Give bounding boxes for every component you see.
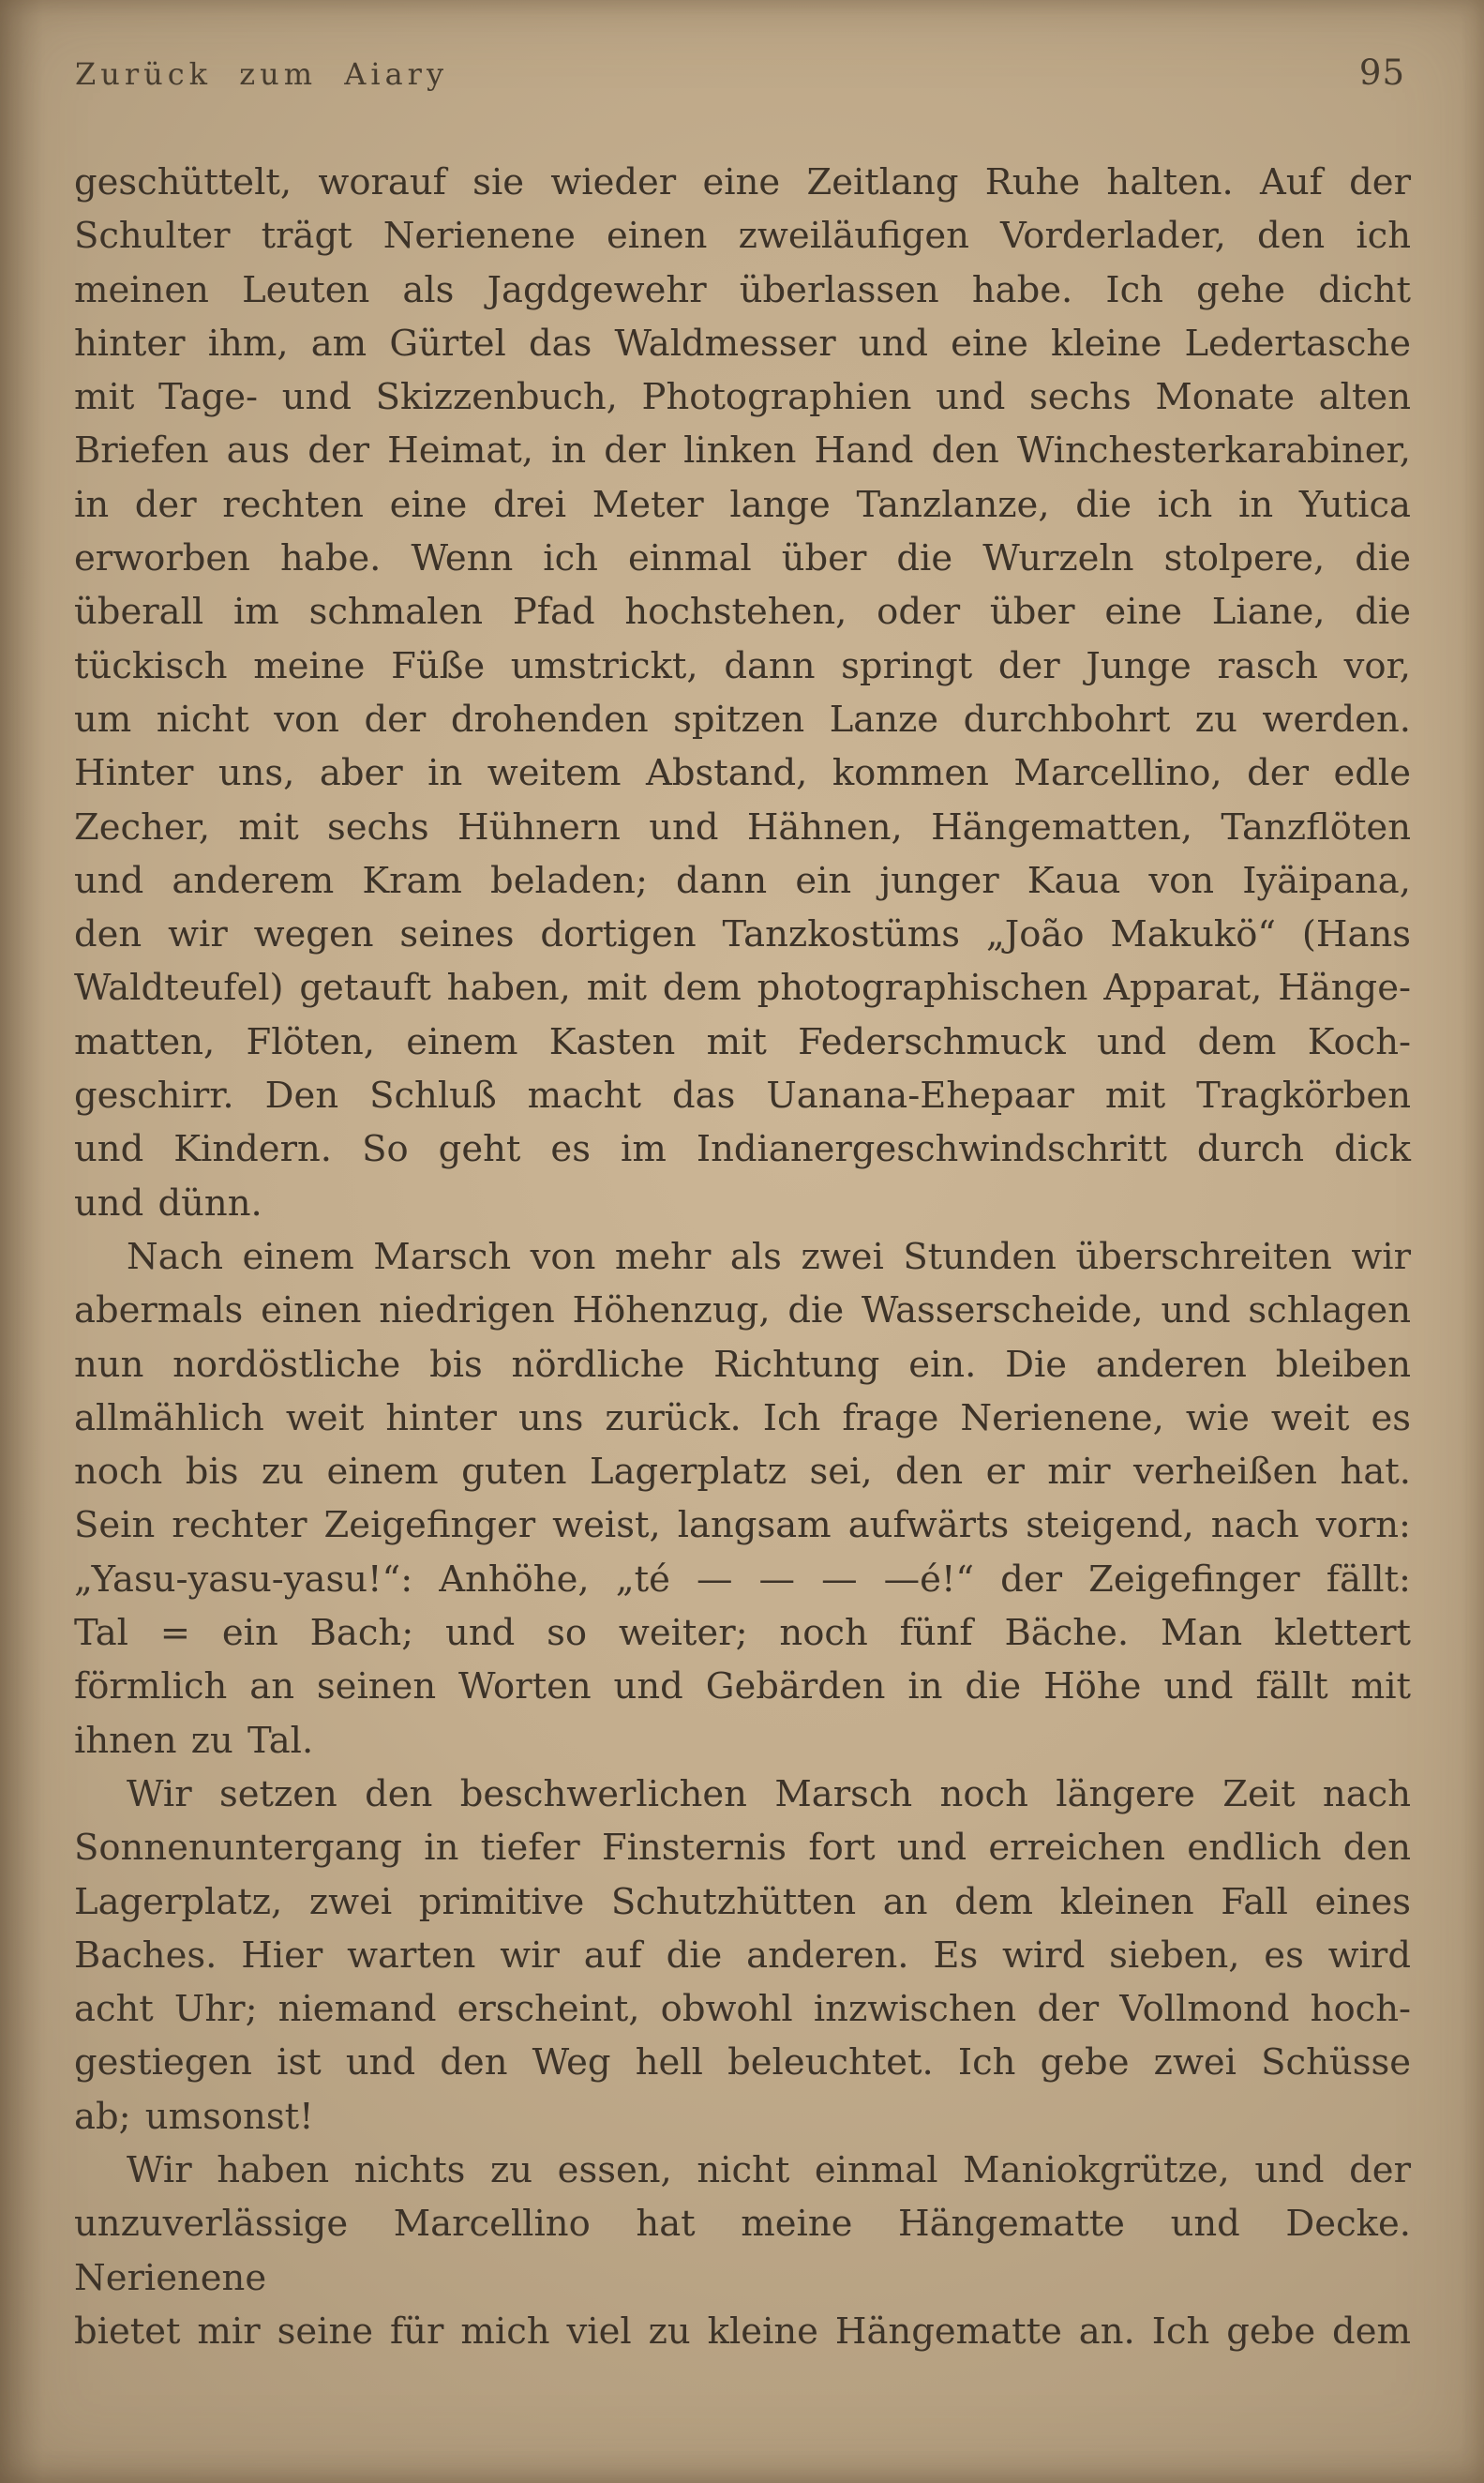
- text-line: allmählich weit hinter uns zurück. Ich frage Nerienene, wie weit es: [74, 1396, 1411, 1439]
- text-line: noch bis zu einem guten Lagerplatz sei, den er mir verheißen hat.: [74, 1451, 1411, 1494]
- text-line: „Yasu-yasu-yasu!“: Anhöhe, „té — — — —é!“ der Zeigefinger fällt:: [74, 1558, 1411, 1601]
- paragraph: [74, 1230, 1411, 1768]
- text-line: Schulter trägt Nerienene einen zweiläufigen Vorderlader, den ich: [74, 215, 1411, 258]
- paragraph: [74, 156, 1411, 1230]
- text-line: matten, Flöten, einem Kasten mit Federschmuck und dem Koch-: [74, 1020, 1411, 1063]
- text-line: geschirr. Den Schluß macht das Uanana-Ehepaar mit Tragkörben: [74, 1075, 1411, 1118]
- page-header: [75, 53, 1405, 93]
- text-line: Briefen aus der Heimat, in der linken Hand den Winchesterkarabiner,: [74, 429, 1411, 473]
- paragraph: [74, 1768, 1411, 2144]
- text-line: förmlich an seinen Worten und Gebärden in die Höhe und fällt mit: [74, 1665, 1411, 1708]
- text-line: Wir haben nichts zu essen, nicht einmal Maniokgrütze, und der: [127, 2148, 1411, 2191]
- text-line: bietet mir seine für mich viel zu kleine Hängematte an. Ich gebe dem: [74, 2310, 1411, 2353]
- text-line: nun nordöstliche bis nördliche Richtung ein. Die anderen bleiben: [74, 1343, 1411, 1386]
- text-line: und anderem Kram beladen; dann ein junger Kaua von Iyäipana,: [74, 859, 1411, 902]
- text-line: Zecher, mit sechs Hühnern und Hähnen, Hängematten, Tanzflöten: [74, 805, 1411, 849]
- text-block: [74, 156, 1411, 2358]
- text-line: Nach einem Marsch von mehr als zwei Stunden überschreiten wir: [127, 1235, 1411, 1278]
- text-line: unzuverlässige Marcellino hat meine Hängematte und Decke. Nerienene: [74, 2203, 1411, 2299]
- text-line: Sonnenuntergang in tiefer Finsternis fort und erreichen endlich den: [74, 1827, 1411, 1870]
- text-line: und dünn.: [74, 1181, 262, 1225]
- text-line: Baches. Hier warten wir auf die anderen. Es wird sieben, es wird: [74, 1934, 1411, 1977]
- text-line: tückisch meine Füße umstrickt, dann springt der Junge rasch vor,: [74, 644, 1411, 687]
- text-line: den wir wegen seines dortigen Tanzkostüms „João Makukö“ (Hans: [74, 913, 1411, 956]
- text-line: um nicht von der drohenden spitzen Lanze durchbohrt zu werden.: [74, 698, 1411, 741]
- text-line: und Kindern. So geht es im Indianergeschwindschritt durch dick: [74, 1128, 1411, 1171]
- text-line: hinter ihm, am Gürtel das Waldmesser und eine kleine Ledertasche: [74, 322, 1411, 365]
- text-line: erworben habe. Wenn ich einmal über die Wurzeln stolpere, die: [74, 537, 1411, 580]
- text-line: mit Tage- und Skizzenbuch, Photographien und sechs Monate alten: [74, 376, 1411, 419]
- text-line: gestiegen ist und den Weg hell beleuchtet. Ich gebe zwei Schüsse: [74, 2041, 1411, 2084]
- text-line: überall im schmalen Pfad hochstehen, oder über eine Liane, die: [74, 591, 1411, 634]
- text-line: Tal = ein Bach; und so weiter; noch fünf Bäche. Man klettert: [74, 1612, 1411, 1655]
- text-line: Waldteufel) getauft haben, mit dem photographischen Apparat, Hänge-: [74, 967, 1411, 1010]
- text-line: ihnen zu Tal.: [74, 1719, 314, 1762]
- text-line: Lagerplatz, zwei primitive Schutzhütten an dem kleinen Fall eines: [74, 1880, 1411, 1923]
- page-number: 95: [1358, 53, 1405, 93]
- paragraph: [74, 2144, 1411, 2358]
- text-line: meinen Leuten als Jagdgewehr überlassen habe. Ich gehe dicht: [74, 268, 1411, 311]
- text-line: Hinter uns, aber in weitem Abstand, kommen Marcellino, der edle: [74, 752, 1411, 795]
- running-title: Zurück zum Aiary: [75, 56, 449, 92]
- text-line: geschüttelt, worauf sie wieder eine Zeitlang Ruhe halten. Auf der: [74, 161, 1411, 203]
- text-line: ab; umsonst!: [74, 2095, 314, 2138]
- text-line: abermals einen niedrigen Höhenzug, die Wasserscheide, und schlagen: [74, 1289, 1411, 1332]
- text-line: Sein rechter Zeigefinger weist, langsam aufwärts steigend, nach vorn:: [74, 1504, 1411, 1547]
- text-line: acht Uhr; niemand erscheint, obwohl inzwischen der Vollmond hoch-: [74, 1988, 1411, 2031]
- text-line: Wir setzen den beschwerlichen Marsch noch längere Zeit nach: [127, 1772, 1411, 1815]
- text-line: in der rechten eine drei Meter lange Tanzlanze, die ich in Yutica: [74, 483, 1411, 526]
